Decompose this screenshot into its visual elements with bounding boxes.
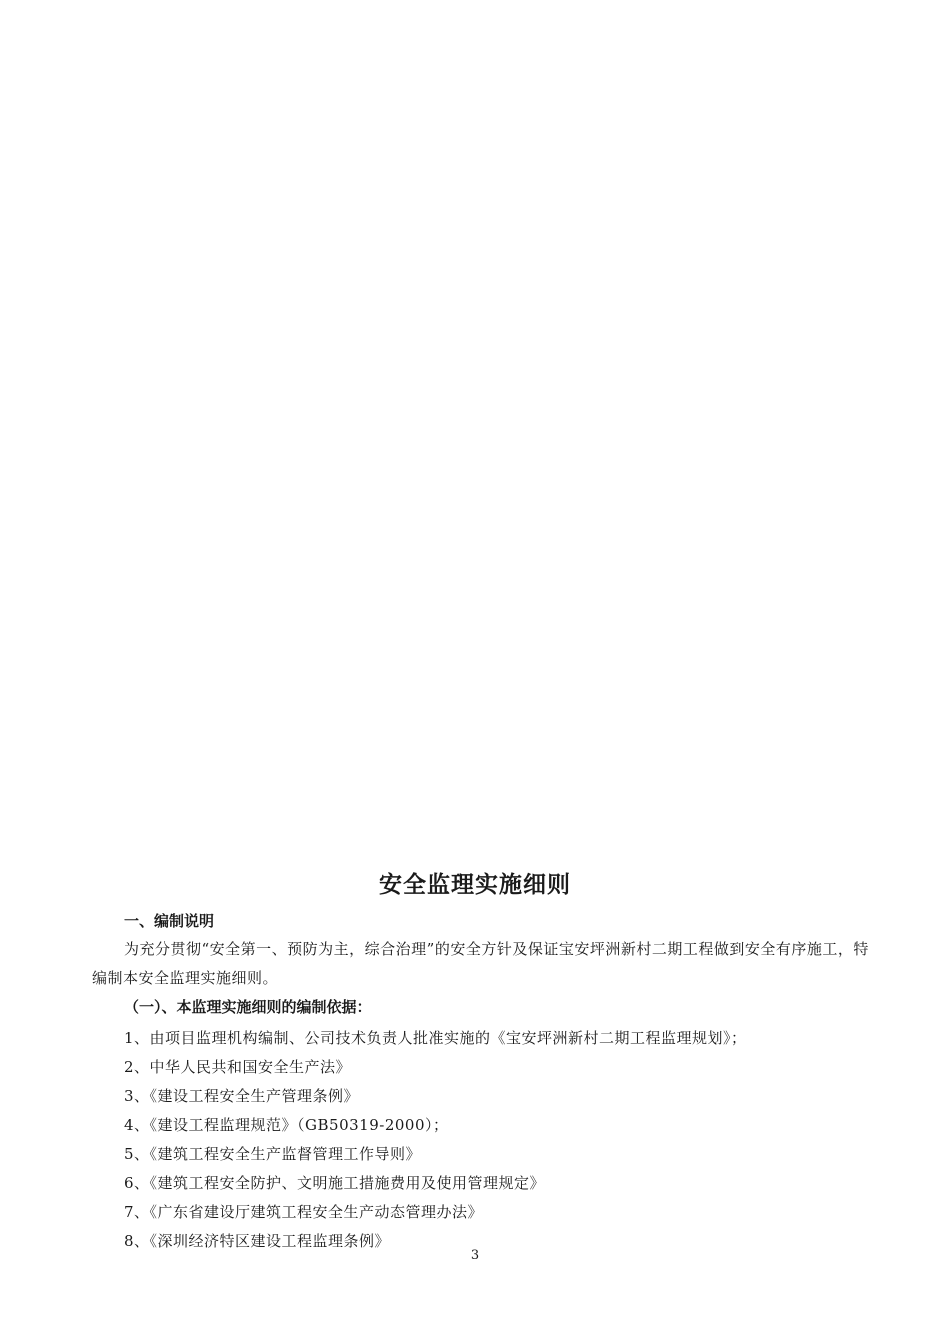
list-item: 7、《广东省建设厅建筑工程安全生产动态管理办法》 <box>124 1203 484 1221</box>
subsection-heading: （一）、本监理实施细则的编制依据： <box>124 998 372 1016</box>
list-item: 3、《建设工程安全生产管理条例》 <box>124 1087 360 1105</box>
list-item: 8、《深圳经济特区建设工程监理条例》 <box>124 1232 391 1250</box>
list-item: 2、中华人民共和国安全生产法》 <box>124 1058 352 1076</box>
basis-list <box>124 1024 747 1256</box>
page-number: 3 <box>470 1248 480 1263</box>
intro-paragraph: 为充分贯彻“安全第一、预防为主，综合治理”的安全方针及保证宝安坪洲新村二期工程做到安全有序施工，特编制本安全监理实施细则。 <box>92 940 869 987</box>
list-item: 4、《建设工程监理规范》（GB50319-2000）； <box>124 1116 449 1134</box>
document-title: 安全监理实施细则 <box>379 872 571 898</box>
list-item: 1、由项目监理机构编制、公司技术负责人批准实施的《宝安坪洲新村二期工程监理规划》； <box>124 1029 747 1047</box>
list-item: 5、《建筑工程安全生产监督管理工作导则》 <box>124 1145 422 1163</box>
section-heading: 一、编制说明 <box>124 912 215 930</box>
list-item: 6、《建筑工程安全防护、文明施工措施费用及使用管理规定》 <box>124 1174 546 1192</box>
